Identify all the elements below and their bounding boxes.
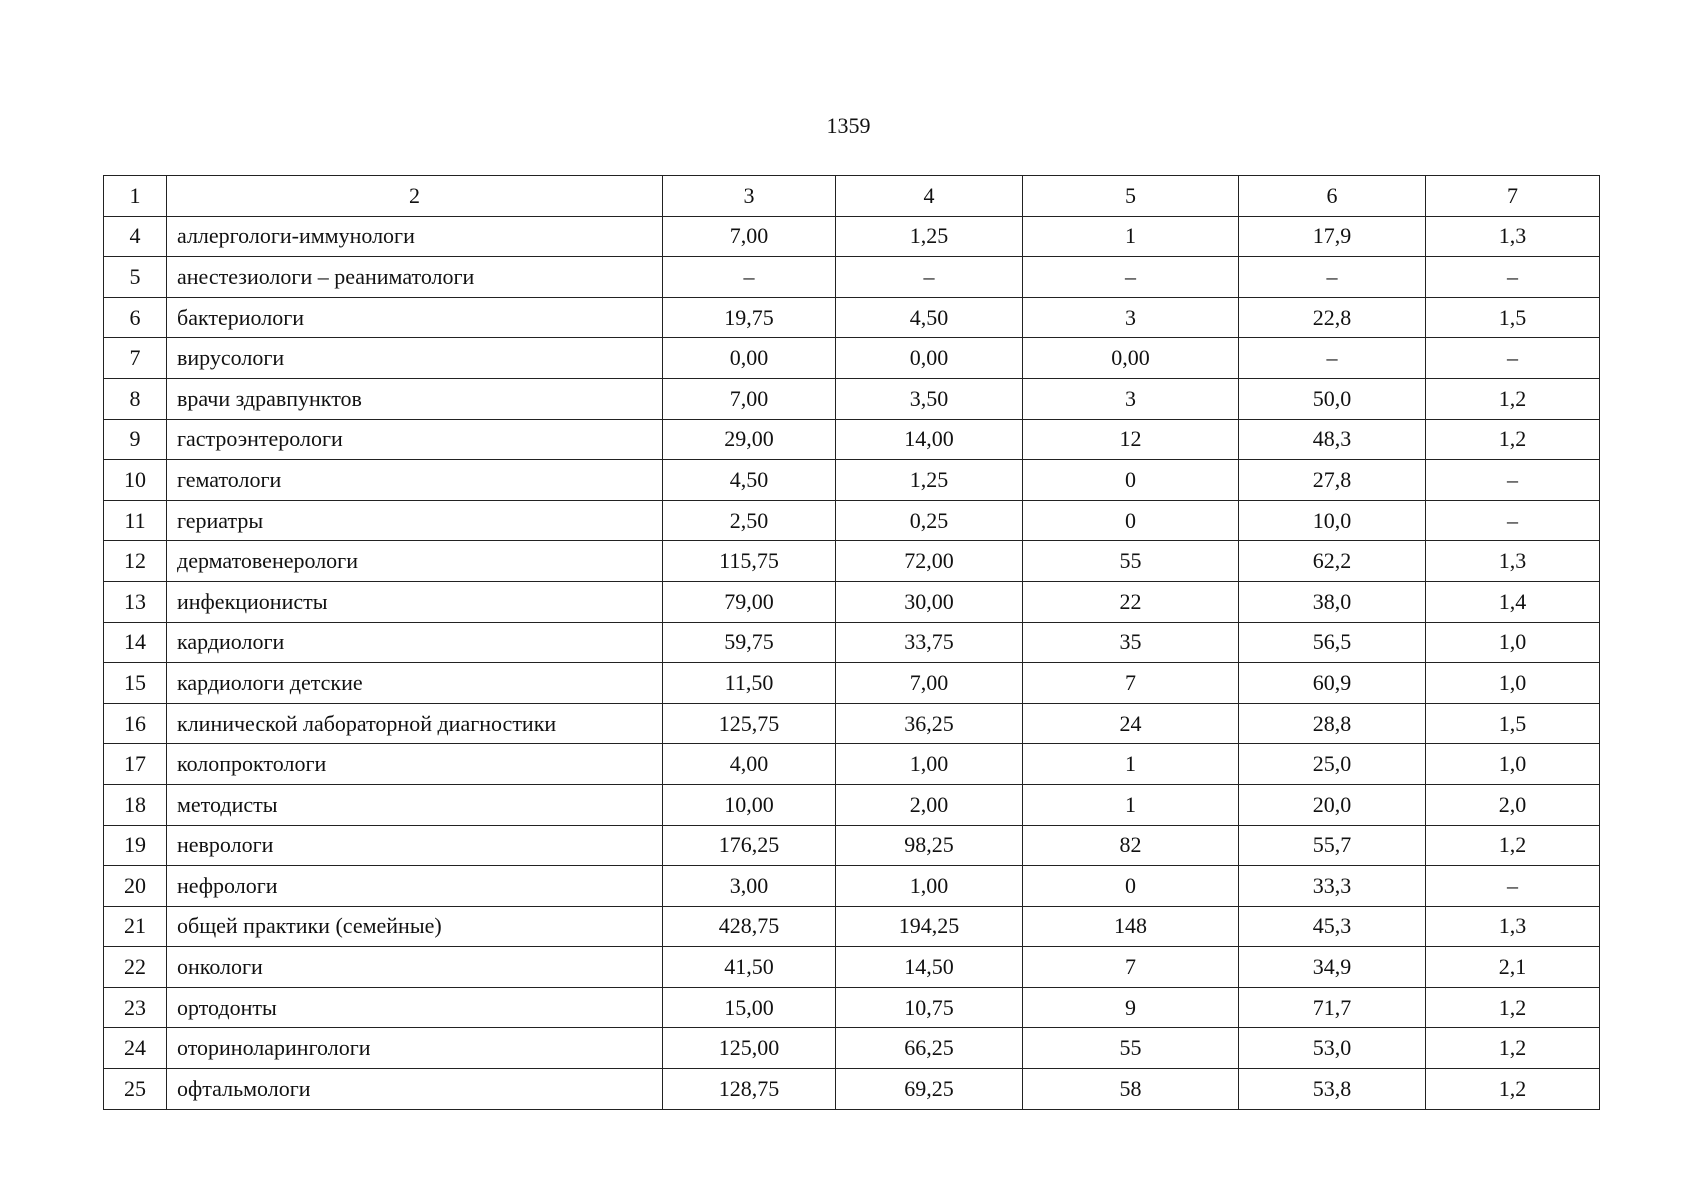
table-row	[104, 460, 1600, 501]
table-row	[104, 1028, 1600, 1069]
header-cell: 4	[836, 176, 1023, 217]
value-col-5: 35	[1023, 622, 1239, 663]
specialty-name: общей практики (семейные)	[167, 906, 663, 947]
row-number: 15	[104, 663, 167, 704]
table-row	[104, 663, 1600, 704]
table-row	[104, 784, 1600, 825]
value-col-3: 3,00	[663, 866, 836, 907]
value-col-6: 55,7	[1239, 825, 1426, 866]
value-col-3: 125,75	[663, 703, 836, 744]
specialty-name: колопроктологи	[167, 744, 663, 785]
value-col-3: –	[663, 257, 836, 298]
row-number: 23	[104, 987, 167, 1028]
value-col-4: 30,00	[836, 581, 1023, 622]
value-col-6: 38,0	[1239, 581, 1426, 622]
specialty-name: ортодонты	[167, 987, 663, 1028]
row-number: 17	[104, 744, 167, 785]
value-col-7: 1,0	[1426, 663, 1600, 704]
value-col-6: 53,0	[1239, 1028, 1426, 1069]
value-col-6: 50,0	[1239, 378, 1426, 419]
specialty-name: вирусологи	[167, 338, 663, 379]
value-col-3: 176,25	[663, 825, 836, 866]
value-col-4: 14,00	[836, 419, 1023, 460]
value-col-5: 58	[1023, 1069, 1239, 1110]
table-row	[104, 947, 1600, 988]
value-col-3: 19,75	[663, 297, 836, 338]
value-col-4: 0,00	[836, 338, 1023, 379]
row-number: 7	[104, 338, 167, 379]
specialty-name: методисты	[167, 784, 663, 825]
value-col-3: 79,00	[663, 581, 836, 622]
value-col-6: 48,3	[1239, 419, 1426, 460]
specialty-name: гериатры	[167, 500, 663, 541]
value-col-7: 1,2	[1426, 1028, 1600, 1069]
value-col-5: 1	[1023, 216, 1239, 257]
value-col-4: 1,25	[836, 460, 1023, 501]
value-col-7: 1,3	[1426, 906, 1600, 947]
header-row	[104, 176, 1600, 217]
header-cell: 7	[1426, 176, 1600, 217]
value-col-4: 66,25	[836, 1028, 1023, 1069]
specialty-name: клинической лабораторной диагностики	[167, 703, 663, 744]
value-col-4: 14,50	[836, 947, 1023, 988]
value-col-6: 10,0	[1239, 500, 1426, 541]
table-row	[104, 622, 1600, 663]
value-col-5: –	[1023, 257, 1239, 298]
value-col-7: 1,5	[1426, 703, 1600, 744]
row-number: 25	[104, 1069, 167, 1110]
row-number: 8	[104, 378, 167, 419]
value-col-5: 24	[1023, 703, 1239, 744]
specialty-name: врачи здравпунктов	[167, 378, 663, 419]
value-col-4: 10,75	[836, 987, 1023, 1028]
value-col-5: 12	[1023, 419, 1239, 460]
row-number: 22	[104, 947, 167, 988]
value-col-7: 1,2	[1426, 825, 1600, 866]
value-col-7: 1,0	[1426, 744, 1600, 785]
value-col-7: –	[1426, 500, 1600, 541]
value-col-5: 0	[1023, 460, 1239, 501]
row-number: 5	[104, 257, 167, 298]
value-col-7: 1,4	[1426, 581, 1600, 622]
row-number: 14	[104, 622, 167, 663]
value-col-4: 36,25	[836, 703, 1023, 744]
value-col-6: 71,7	[1239, 987, 1426, 1028]
value-col-3: 10,00	[663, 784, 836, 825]
header-cell: 3	[663, 176, 836, 217]
row-number: 11	[104, 500, 167, 541]
row-number: 24	[104, 1028, 167, 1069]
value-col-4: 7,00	[836, 663, 1023, 704]
value-col-7: 1,2	[1426, 378, 1600, 419]
value-col-3: 115,75	[663, 541, 836, 582]
value-col-6: 60,9	[1239, 663, 1426, 704]
value-col-3: 11,50	[663, 663, 836, 704]
row-number: 20	[104, 866, 167, 907]
value-col-3: 125,00	[663, 1028, 836, 1069]
specialty-name: аллергологи-иммунологи	[167, 216, 663, 257]
value-col-7: 1,2	[1426, 987, 1600, 1028]
value-col-3: 2,50	[663, 500, 836, 541]
specialty-name: неврологи	[167, 825, 663, 866]
value-col-6: 27,8	[1239, 460, 1426, 501]
value-col-5: 22	[1023, 581, 1239, 622]
row-number: 16	[104, 703, 167, 744]
value-col-5: 55	[1023, 1028, 1239, 1069]
table-row	[104, 987, 1600, 1028]
specialty-name: оториноларингологи	[167, 1028, 663, 1069]
value-col-6: –	[1239, 257, 1426, 298]
value-col-6: –	[1239, 338, 1426, 379]
value-col-6: 34,9	[1239, 947, 1426, 988]
specialty-name: нефрологи	[167, 866, 663, 907]
value-col-4: 194,25	[836, 906, 1023, 947]
value-col-7: 1,2	[1426, 1069, 1600, 1110]
value-col-3: 428,75	[663, 906, 836, 947]
value-col-4: 2,00	[836, 784, 1023, 825]
value-col-6: 62,2	[1239, 541, 1426, 582]
row-number: 13	[104, 581, 167, 622]
value-col-5: 148	[1023, 906, 1239, 947]
value-col-5: 55	[1023, 541, 1239, 582]
value-col-4: 4,50	[836, 297, 1023, 338]
value-col-7: –	[1426, 460, 1600, 501]
value-col-5: 82	[1023, 825, 1239, 866]
value-col-4: 0,25	[836, 500, 1023, 541]
value-col-4: 69,25	[836, 1069, 1023, 1110]
row-number: 19	[104, 825, 167, 866]
header-cell: 5	[1023, 176, 1239, 217]
value-col-6: 53,8	[1239, 1069, 1426, 1110]
value-col-6: 28,8	[1239, 703, 1426, 744]
table-row	[104, 866, 1600, 907]
value-col-3: 4,50	[663, 460, 836, 501]
value-col-5: 7	[1023, 947, 1239, 988]
specialty-name: бактериологи	[167, 297, 663, 338]
table-row	[104, 581, 1600, 622]
value-col-7: 1,5	[1426, 297, 1600, 338]
row-number: 21	[104, 906, 167, 947]
value-col-6: 17,9	[1239, 216, 1426, 257]
table-row	[104, 541, 1600, 582]
page-number: 1359	[826, 113, 871, 138]
data-table	[103, 175, 1600, 1110]
row-number: 6	[104, 297, 167, 338]
value-col-5: 1	[1023, 784, 1239, 825]
value-col-3: 41,50	[663, 947, 836, 988]
table-row	[104, 419, 1600, 460]
table-row	[104, 297, 1600, 338]
value-col-4: 1,00	[836, 744, 1023, 785]
value-col-7: –	[1426, 338, 1600, 379]
value-col-5: 1	[1023, 744, 1239, 785]
value-col-7: 1,3	[1426, 216, 1600, 257]
value-col-6: 33,3	[1239, 866, 1426, 907]
specialty-name: онкологи	[167, 947, 663, 988]
value-col-7: 2,1	[1426, 947, 1600, 988]
specialty-name: офтальмологи	[167, 1069, 663, 1110]
table-row	[104, 216, 1600, 257]
specialty-name: кардиологи	[167, 622, 663, 663]
value-col-6: 22,8	[1239, 297, 1426, 338]
value-col-6: 56,5	[1239, 622, 1426, 663]
table-row	[104, 257, 1600, 298]
specialty-name: дерматовенерологи	[167, 541, 663, 582]
value-col-7: 1,2	[1426, 419, 1600, 460]
specialty-name: кардиологи детские	[167, 663, 663, 704]
row-number: 4	[104, 216, 167, 257]
value-col-5: 0	[1023, 866, 1239, 907]
value-col-5: 0	[1023, 500, 1239, 541]
value-col-3: 128,75	[663, 1069, 836, 1110]
value-col-4: 1,00	[836, 866, 1023, 907]
value-col-4: 98,25	[836, 825, 1023, 866]
value-col-3: 59,75	[663, 622, 836, 663]
value-col-6: 45,3	[1239, 906, 1426, 947]
table-row	[104, 500, 1600, 541]
header-cell: 2	[167, 176, 663, 217]
table-row	[104, 744, 1600, 785]
value-col-3: 0,00	[663, 338, 836, 379]
value-col-5: 3	[1023, 297, 1239, 338]
value-col-4: 3,50	[836, 378, 1023, 419]
specialty-name: инфекционисты	[167, 581, 663, 622]
value-col-7: –	[1426, 257, 1600, 298]
value-col-7: 2,0	[1426, 784, 1600, 825]
table-row	[104, 378, 1600, 419]
table-row	[104, 906, 1600, 947]
value-col-6: 25,0	[1239, 744, 1426, 785]
header-cell: 1	[104, 176, 167, 217]
value-col-4: 33,75	[836, 622, 1023, 663]
value-col-5: 7	[1023, 663, 1239, 704]
value-col-4: –	[836, 257, 1023, 298]
value-col-7: 1,0	[1426, 622, 1600, 663]
value-col-3: 15,00	[663, 987, 836, 1028]
value-col-5: 3	[1023, 378, 1239, 419]
value-col-3: 4,00	[663, 744, 836, 785]
table-row	[104, 825, 1600, 866]
value-col-5: 9	[1023, 987, 1239, 1028]
specialty-name: анестезиологи – реаниматологи	[167, 257, 663, 298]
value-col-4: 72,00	[836, 541, 1023, 582]
row-number: 18	[104, 784, 167, 825]
row-number: 12	[104, 541, 167, 582]
value-col-5: 0,00	[1023, 338, 1239, 379]
row-number: 10	[104, 460, 167, 501]
value-col-3: 7,00	[663, 378, 836, 419]
table-row	[104, 1069, 1600, 1110]
specialty-name: гастроэнтерологи	[167, 419, 663, 460]
header-cell: 6	[1239, 176, 1426, 217]
specialty-name: гематологи	[167, 460, 663, 501]
table-body	[104, 176, 1600, 1110]
value-col-3: 29,00	[663, 419, 836, 460]
value-col-7: –	[1426, 866, 1600, 907]
value-col-3: 7,00	[663, 216, 836, 257]
value-col-6: 20,0	[1239, 784, 1426, 825]
row-number: 9	[104, 419, 167, 460]
value-col-7: 1,3	[1426, 541, 1600, 582]
table-row	[104, 703, 1600, 744]
value-col-4: 1,25	[836, 216, 1023, 257]
table-row	[104, 338, 1600, 379]
